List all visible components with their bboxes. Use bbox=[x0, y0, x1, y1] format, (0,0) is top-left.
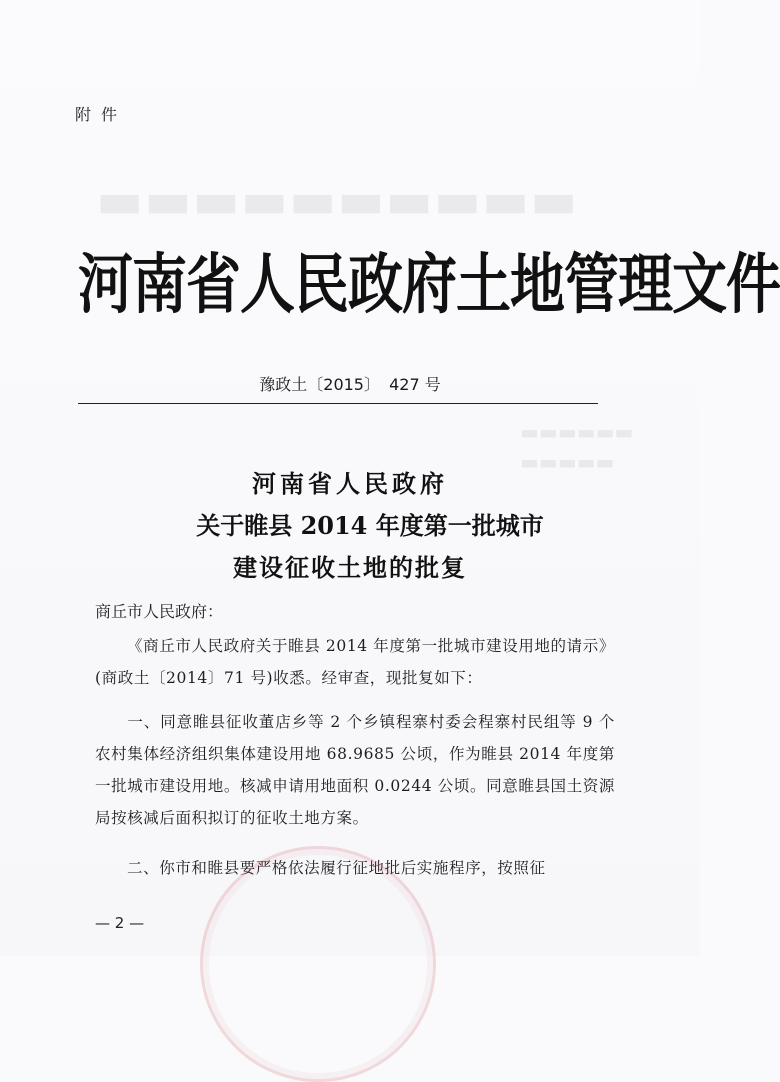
paragraph-item-one-text: 一、同意睢县征收董店乡等 2 个乡镇程寨村委会程寨村民组等 9 个农村集体经济组织集体建设用地 68.9685 公顷，作为睢县 2014 年度第一批城市建设用地。核减申请用地面积 0.0244 公顷。同意睢县国土资源局按核减后面积拟订的征收土地方案。 bbox=[95, 713, 615, 827]
official-seal-impression bbox=[200, 846, 436, 1082]
document-header-title: 河南省人民政府土地管理文件 bbox=[78, 246, 780, 322]
document-number-suffix: 427 号 bbox=[389, 375, 441, 394]
bleed-through-text: ▬▬▬▬▬▬ bbox=[520, 420, 634, 444]
paragraph-item-two-text: 二、你市和睢县要严格依法履行征地批后实施程序，按照征 bbox=[127, 859, 546, 877]
header-divider bbox=[78, 403, 598, 404]
page-number: — 2 — bbox=[95, 914, 145, 932]
document-number bbox=[0, 372, 700, 395]
salutation: 商丘市人民政府： bbox=[95, 602, 224, 621]
bleed-through-text: ▬▬▬▬▬▬▬▬▬▬ bbox=[95, 170, 578, 229]
attachment-label: 附件 bbox=[75, 105, 128, 124]
approval-title-line-2: 关于睢县 2014 年度第一批城市 bbox=[196, 511, 544, 540]
document-number-prefix: 豫政土〔2015〕 bbox=[259, 375, 380, 394]
paragraph-request bbox=[95, 630, 615, 694]
approval-title-line-1: 河南省人民政府 bbox=[252, 469, 448, 498]
paragraph-request-text: 《商丘市人民政府关于睢县 2014 年度第一批城市建设用地的请示》(商政土〔2014〕71 号)收悉。经审查，现批复如下： bbox=[95, 637, 615, 687]
bleed-through-text: ▬▬▬▬▬ bbox=[520, 450, 615, 474]
approval-title-line-3: 建设征收土地的批复 bbox=[233, 553, 467, 582]
paragraph-item-one bbox=[95, 706, 615, 834]
